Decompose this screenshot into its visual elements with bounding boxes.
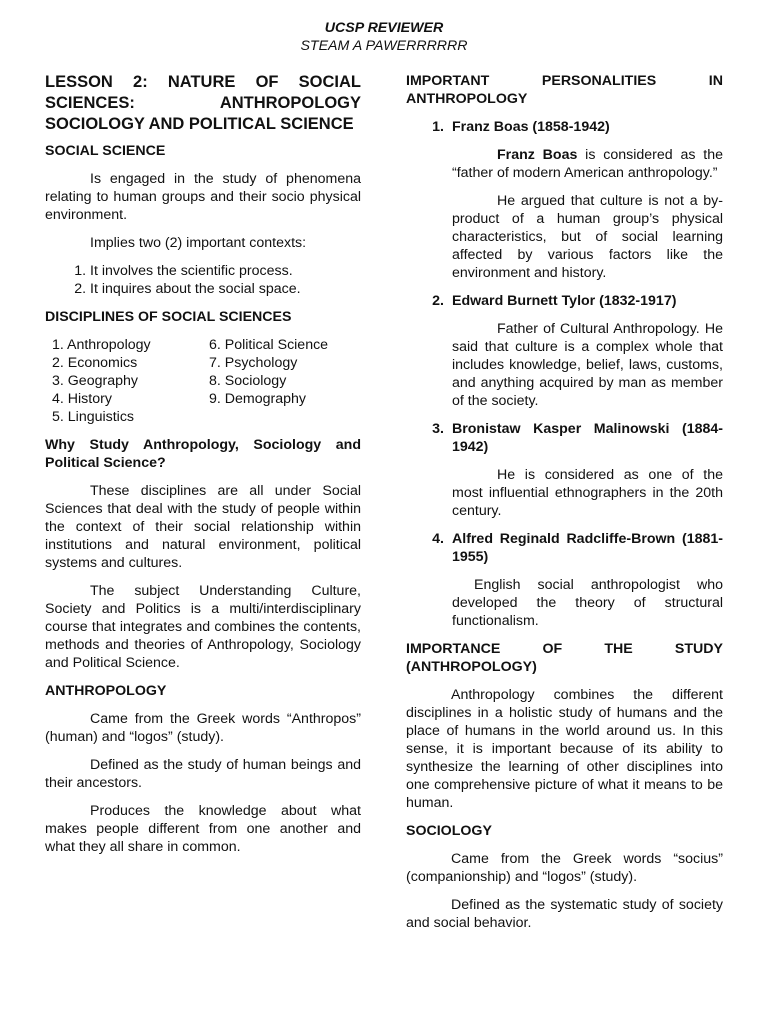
document-title: UCSP REVIEWER [324, 20, 444, 36]
why-study-paragraph-1: These disciplines are all under Social Sciences that deal with the study of people within the context of their social relationship within institutions and natural environment, political systems and cultures. [45, 483, 361, 571]
person-heading [406, 292, 723, 310]
list-number: 4. [432, 531, 444, 547]
personalities-heading: IMPORTANT PERSONALITIES IN ANTHROPOLOGY [406, 73, 723, 107]
disciplines-heading: DISCIPLINES OF SOCIAL SCIENCES [45, 309, 292, 325]
person-description [452, 466, 723, 520]
social-science-definition: Is engaged in the study of phenomena relating to human groups and their socio physical environment. [45, 171, 361, 223]
anthropology-knowledge: Produces the knowledge about what makes people different from one another and what they all share in common. [45, 803, 361, 855]
why-study-heading: Why Study Anthropology, Sociology and Political Science? [45, 437, 361, 471]
right-column [406, 72, 723, 942]
person-heading [406, 530, 723, 566]
person-paragraph-text: is considered as the “father of modern American anthropology.” [452, 147, 723, 181]
list-item: 7. Psychology [209, 355, 298, 371]
disciplines-list [45, 336, 361, 426]
disciplines-column-1 [52, 336, 209, 426]
sociology-heading: SOCIOLOGY [406, 823, 492, 839]
left-column [45, 72, 361, 866]
person-heading [406, 118, 723, 136]
list-item: 2. Economics [52, 355, 138, 371]
list-item: 6. Political Science [209, 337, 329, 353]
person-name: Alfred Reginald Radcliffe-Brown (1881-1955) [452, 531, 723, 565]
list-item: 3. Geography [52, 373, 138, 389]
person-heading [406, 420, 723, 456]
person-name: Bronistaw Kasper Malinowski (1884-1942) [452, 421, 723, 455]
document-subtitle: STEAM A PAWERRRRRR [300, 38, 468, 54]
person-paragraph: Father of Cultural Anthropology. He said that culture is a complex whole that includes knowledge, belief, laws, customs, and anything acquired by man as member of the society. [452, 321, 723, 409]
importance-heading: IMPORTANCE OF THE STUDY (ANTHROPOLOGY) [406, 641, 723, 675]
list-item: 8. Sociology [209, 373, 287, 389]
anthropology-etymology: Came from the Greek words “Anthropos” (human) and “logos” (study). [45, 711, 361, 745]
list-item: 2. It inquires about the social space. [90, 280, 361, 298]
list-number: 3. [432, 421, 444, 437]
page-header [0, 19, 768, 55]
anthropology-definition: Defined as the study of human beings and their ancestors. [45, 757, 361, 791]
person-description [452, 576, 723, 630]
sociology-etymology: Came from the Greek words “socius” (companionship) and “logos” (study). [406, 851, 723, 885]
disciplines-column-2 [209, 336, 328, 426]
person-paragraph: English social anthropologist who developed the theory of structural functionalism. [452, 577, 723, 629]
social-science-contexts-intro: Implies two (2) important contexts: [90, 235, 307, 251]
list-item: 1. Anthropology [52, 337, 151, 353]
person-paragraph: He is considered as one of the most influential ethnographers in the 20th century. [452, 467, 723, 519]
list-number: 2. [432, 293, 444, 309]
list-item: 5. Linguistics [52, 409, 135, 425]
list-item: 1. It involves the scientific process. [90, 262, 361, 280]
social-science-heading: SOCIAL SCIENCE [45, 143, 166, 159]
sociology-definition: Defined as the systematic study of society and social behavior. [406, 897, 723, 931]
lesson-title: LESSON 2: NATURE OF SOCIAL SCIENCES: ANTHROPOLOGY SOCIOLOGY AND POLITICAL SCIENCE [45, 73, 361, 133]
why-study-paragraph-2: The subject Understanding Culture, Society and Politics is a multi/interdisciplinary course that integrates and combines the contents, methods and theories of Anthropology, Sociology and Political Science. [45, 583, 361, 671]
list-item: 4. History [52, 391, 112, 407]
person-name: Edward Burnett Tylor (1832-1917) [452, 293, 677, 309]
person-name: Franz Boas (1858-1942) [452, 119, 610, 135]
list-number: 1. [432, 119, 444, 135]
person-paragraph: He argued that culture is not a by-product of a human group’s physical characteristics, but of social learning affected by various factors like the environment and history. [452, 193, 723, 281]
person-description [452, 320, 723, 410]
anthropology-heading: ANTHROPOLOGY [45, 683, 167, 699]
list-item: 9. Demography [209, 391, 306, 407]
contexts-list [45, 262, 361, 298]
person-name-emphasis: Franz Boas [497, 147, 578, 163]
person-paragraph [452, 146, 723, 182]
importance-paragraph: Anthropology combines the different disciplines in a holistic study of humans and the place of humans in the world around us. In this sense, it is important because of its ability to synthesize the learning of other disciplines into one comprehensive picture of what it means to be human. [406, 687, 723, 811]
person-description [452, 146, 723, 282]
